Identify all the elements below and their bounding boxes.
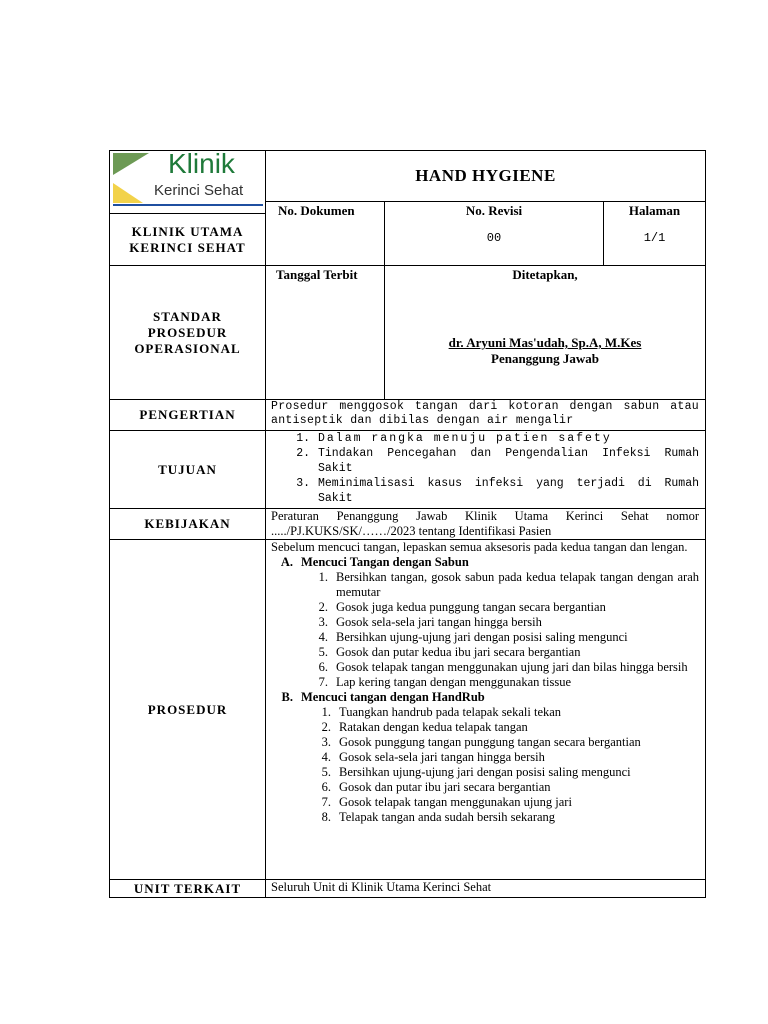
no-dokumen-label: No. Dokumen [266, 202, 385, 266]
no-revisi-value: 00 [486, 231, 502, 245]
list-item: 2. Gosok juga kedua punggung tangan secara bergantian [318, 600, 606, 614]
clinic-name: KLINIK UTAMA KERINCI SEHAT [110, 214, 266, 266]
pengertian-text: Prosedur menggosok tangan dari kotoran dengan sabun atau antiseptik dan dibilas dengan air mengalir [266, 400, 706, 431]
logo-text-name: Kerinci Sehat [154, 182, 244, 199]
unit-terkait-label: UNIT TERKAIT [110, 880, 266, 898]
halaman-cell [604, 202, 706, 266]
halaman-label: Halaman [628, 203, 681, 218]
list-item: 3. Gosok punggung tangan punggung tangan secara bergantian [321, 735, 641, 749]
tujuan-label: TUJUAN [110, 431, 266, 509]
list-item: 2. Tindakan Pencegahan dan Pengendalian Infeksi Rumah Sakit [296, 447, 699, 475]
pengertian-label: PENGERTIAN [110, 400, 266, 431]
list-item: 7. Gosok telapak tangan menggunakan ujung jari [321, 795, 572, 809]
list-item: 7. Lap kering tangan dengan menggunakan tissue [318, 675, 571, 689]
group-b-list [271, 705, 699, 825]
kebijakan-label: KEBIJAKAN [110, 509, 266, 540]
tujuan-list [266, 431, 706, 509]
sop-table [109, 150, 706, 898]
list-item: 8. Telapak tangan anda sudah bersih sekarang [321, 810, 556, 824]
group-a-list [271, 570, 699, 690]
list-item: 4. Bersihkan ujung-ujung jari dengan posisi saling mengunci [318, 630, 628, 644]
unit-terkait-text: Seluruh Unit di Klinik Utama Kerinci Sehat [266, 880, 706, 898]
list-item: 5. Bersihkan ujung-ujung jari dengan posisi saling mengunci [321, 765, 631, 779]
list-item: 3. Gosok sela-sela jari tangan hingga bersih [318, 615, 542, 629]
no-revisi-cell [385, 202, 604, 266]
list-item: 1. Bersihkan tangan, gosok sabun pada kedua telapak tangan dengan arah memutar [318, 570, 699, 599]
list-item: 6. Gosok telapak tangan menggunakan ujung jari dan bilas hingga bersih [318, 660, 688, 674]
list-item: 1. Tuangkan handrub pada telapak sekali tekan [321, 705, 562, 719]
prosedur-content [266, 540, 706, 880]
prosedur-label: PROSEDUR [110, 540, 266, 880]
list-item: 2. Ratakan dengan kedua telapak tangan [321, 720, 528, 734]
group-b-heading: B. Mencuci tangan dengan HandRub [281, 690, 485, 704]
kebijakan-text: Peraturan Penanggung Jawab Klinik Utama Kerinci Sehat nomor ...../PJ.KUKS/SK/……/2023 tentang Identifikasi Pasien [266, 509, 706, 540]
ditetapkan-cell [385, 266, 706, 400]
sop-document [109, 150, 705, 898]
document-title: HAND HYGIENE [266, 151, 706, 202]
clinic-logo [110, 148, 265, 211]
list-item: 3. Meminimalisasi kasus infeksi yang terjadi di Rumah Sakit [296, 477, 699, 505]
no-revisi-label: No. Revisi [465, 203, 523, 218]
signer-name: dr. Aryuni Mas'udah, Sp.A, M.Kes [448, 335, 642, 350]
logo-underline [113, 204, 263, 206]
logo-mark-icon [113, 153, 153, 205]
list-item: 1. Dalam rangka menuju patien safety [296, 432, 612, 445]
logo-cell [110, 148, 266, 214]
ditetapkan-label: Ditetapkan, [512, 267, 578, 282]
sop-label: STANDAR PROSEDUR OPERASIONAL [110, 266, 266, 400]
tanggal-terbit-label: Tanggal Terbit [266, 266, 385, 400]
logo-text-klinik: Klinik [168, 148, 235, 179]
list-item: 6. Gosok dan putar ibu jari secara bergantian [321, 780, 551, 794]
signer-role: Penanggung Jawab [491, 351, 599, 366]
list-item: 5. Gosok dan putar kedua ibu jari secara bergantian [318, 645, 581, 659]
prosedur-intro: Sebelum mencuci tangan, lepaskan semua aksesoris pada kedua tangan dan lengan. [271, 540, 688, 554]
group-a-heading: A. Mencuci Tangan dengan Sabun [280, 555, 469, 569]
list-item: 4. Gosok sela-sela jari tangan hingga bersih [321, 750, 545, 764]
halaman-value: 1/1 [643, 231, 666, 245]
